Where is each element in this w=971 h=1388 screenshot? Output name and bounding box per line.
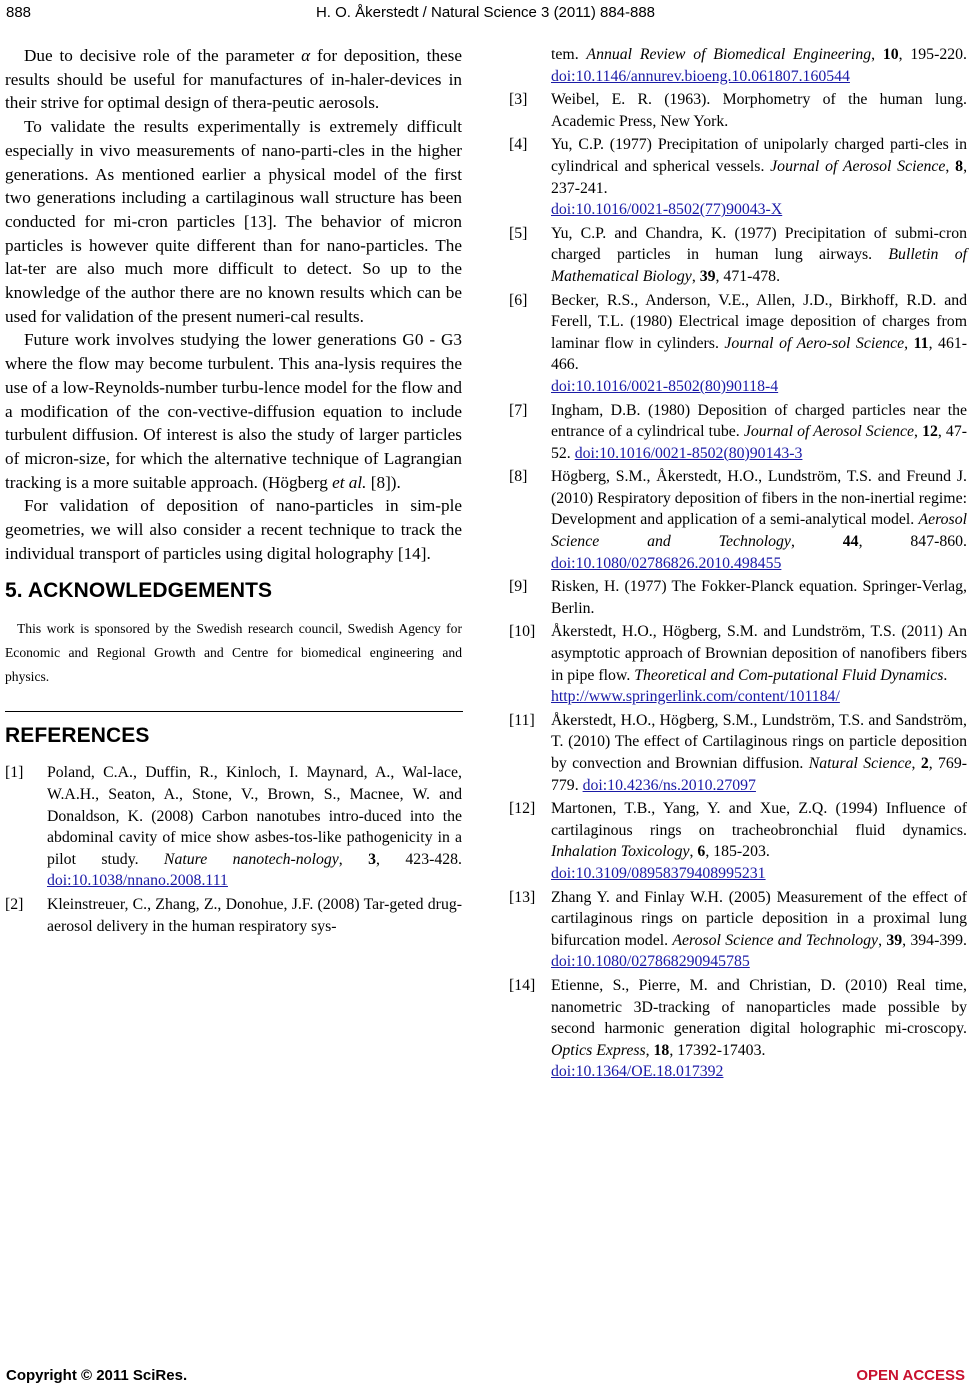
copyright-notice: Copyright © 2011 SciRes. [6, 1367, 188, 1384]
left-column [5, 44, 462, 939]
body-paragraph-2: To validate the results experimentally is extremely difficult especially in vivo measurements of nano-parti-cles in the higher generations. As mentioned earlier a physical model of the first two generations including a cartilaginous wall structure has been conducted for mi-cron particles [13]. The behavior of micron particles is however quite different than for nano-particles. The lat-ter are also much more difficult to detect. So up to the knowledge of the author there are no known results which can be used for validation of the present numeri-cal results. [5, 117, 462, 326]
doi-link[interactable]: doi:10.1016/0021-8502(77)90043-X [551, 201, 783, 219]
reference-item: [4] Yu, C.P. (1977) Precipitation of unipolarly charged parti-cles in cylindrical and spherical vessels. Journal of Aerosol Science, 8, 237-241. doi:10.1016/0021-8502(77)90043-X [509, 136, 968, 219]
body-paragraph-4: For validation of deposition of nano-particles in sim-ple geometries, we will also consider a recent technique to track the individual transport of particles using digital holography [14]. [5, 496, 462, 563]
reference-item: [7] Ingham, D.B. (1980) Deposition of charged particles near the entrance of a cylindrical tube. Journal of Aerosol Science, 12, 47-52. doi:10.1016/0021-8502(80)90143-3 [509, 401, 967, 462]
page-footer [0, 1367, 971, 1387]
reference-item: [8] Högberg, S.M., Åkerstedt, H.O., Lundström, T.S. and Freund J. (2010) Respiratory deposition of fibers in the non-inertial regime: Development and application of a semi-analytical model. Aerosol Science and Technology, 44, 847-860. doi:10.1080/02786826.2010.498455 [509, 468, 967, 572]
page-header [0, 4, 971, 24]
references-heading: REFERENCES [5, 724, 150, 748]
reference-item: [14] Etienne, S., Pierre, M. and Christian, D. (2010) Real time, nanometric 3D-tracking of nanoparticles made possible by second harmonic generation digital holographic mi-croscopy. Optics Express, 18, 17392-17403. doi:10.1364/OE.18.017392 [509, 976, 967, 1081]
open-access-label: OPEN ACCESS [856, 1367, 965, 1384]
acknowledgements-heading: 5. ACKNOWLEDGEMENTS [5, 579, 273, 603]
reference-item: [6] Becker, R.S., Anderson, V.E., Allen, J.D., Birkhoff, R.D. and Ferell, T.L. (1980) Electrical image deposition of charges from laminar flow in cylinders. Journal of Aero-sol Science, 11, 461-466. doi:10.1016/0021-8502(80)90118-4 [509, 291, 968, 395]
doi-link[interactable]: doi:10.1080/027868290945785 [551, 953, 750, 971]
reference-item: [5] Yu, C.P. and Chandra, K. (1977) Precipitation of submi-cron charged particles in human lung airways. Bulletin of Mathematical Biology, 39, 471-478. [509, 224, 967, 285]
doi-link[interactable]: doi:10.1016/0021-8502(80)90143-3 [574, 444, 803, 462]
reference-item: [10] Åkerstedt, H.O., Högberg, S.M. and Lundström, T.S. (2011) An asymptotic approach of Brownian deposition of nanofibers fibers in pipe flow. Theoretical and Com-putational Fluid Dynamics. http://www.springerlink.com/content/101184/ [509, 623, 967, 706]
reference-item: [2] Kleinstreuer, C., Zhang, Z., Donohue, J.F. (2008) Tar-geted drug-aerosol delivery in the human respiratory sys- [5, 896, 462, 935]
doi-link[interactable]: doi:10.4236/ns.2010.27097 [582, 776, 756, 794]
reference-item: [13] Zhang Y. and Finlay W.H. (2005) Measurement of the effect of cartilaginous rings on particle deposition in a proximal lung bifurcation model. Aerosol Science and Technology, 39, 394-399. doi:10.1080/027868290945785 [509, 888, 967, 971]
doi-link[interactable]: doi:10.1146/annurev.bioeng.10.061807.160544 [551, 67, 850, 85]
right-column [509, 44, 967, 1085]
reference-item: [11] Åkerstedt, H.O., Högberg, S.M., Lundström, T.S. and Sandström, T. (2010) The effect of Cartilaginous rings on particle deposition by convection and Brownian diffusion. Natural Science, 2, 769-779. doi:10.4236/ns.2010.27097 [509, 711, 967, 794]
reference-item: [12] Martonen, T.B., Yang, Y. and Xue, Z.Q. (1994) Influence of cartilaginous rings on tracheobronchial fluid dynamics. Inhalation Toxicology, 6, 185-203. doi:10.3109/08958379408995231 [509, 800, 967, 882]
section-divider [5, 711, 463, 712]
doi-link[interactable]: doi:10.1364/OE.18.017392 [551, 1063, 724, 1081]
body-paragraph-1: Due to decisive role of the parameter α for deposition, these results should be useful for manufactures of in-haler-devices in their strive for optimal design of thera-peutic aerosols. [5, 46, 462, 113]
doi-link[interactable]: doi:10.1080/02786826.2010.498455 [551, 554, 782, 572]
page-number: 888 [6, 4, 32, 21]
reference-item: [3] Weibel, E. R. (1963). Morphometry of the human lung. Academic Press, New York. [509, 91, 967, 130]
running-title: H. O. Åkerstedt / Natural Science 3 (2011) 884-888 [315, 4, 656, 21]
acknowledgements-text: This work is sponsored by the Swedish research council, Swedish Agency for Economic and Regional Growth and Centre for biomedical engineering and physics. [5, 621, 462, 685]
body-paragraph-3: Future work involves studying the lower generations G0 - G3 where the flow may become turbulent. This ana-lysis requires the use of a low-Reynolds-number turbu-lence model for the flow and a modification of the con-vective-diffusion equation to include turbulent diffusion. Of interest is also the study of larger particles of micron-size, for which the alternative technique of Lagrangian tracking is a more suitable approach. (Högberg et al. [8]). [5, 330, 462, 492]
reference-item: [1] Poland, C.A., Duffin, R., Kinloch, I. Maynard, A., Wal-lace, W.A.H., Seaton, A., Stone, V., Brown, S., Macnee, W. and Donaldson, K. (2008) Carbon nanotubes intro-duced into the abdominal cavity of mice show asbes-tos-like pathogenicity in a pilot study. Nature nanotech-nology, 3, 423-428. doi:10.1038/nnano.2008.111 [5, 764, 462, 890]
reference-continuation: tem. Annual Review of Biomedical Engineering, 10, 195-220. doi:10.1146/annurev.bioeng.10.061807.160544 [551, 46, 967, 85]
doi-link[interactable]: doi:10.1038/nnano.2008.111 [47, 872, 228, 890]
doi-link[interactable]: doi:10.3109/08958379408995231 [551, 864, 766, 882]
doi-link[interactable]: doi:10.1016/0021-8502(80)90118-4 [551, 377, 779, 395]
reference-item: [9] Risken, H. (1977) The Fokker-Planck equation. Springer-Verlag, Berlin. [509, 578, 967, 617]
springerlink-link[interactable]: http://www.springerlink.com/content/101184/ [551, 688, 840, 706]
